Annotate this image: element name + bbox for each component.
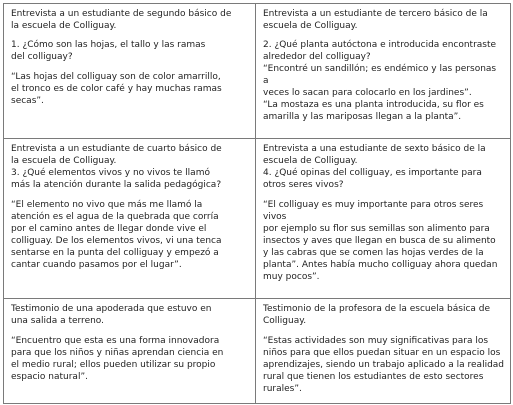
interview-question: 1. ¿Cómo son las hojas, el tallo y las ramas del colliguay? <box>11 40 206 62</box>
testimony-table <box>3 3 511 404</box>
cell-heading: Entrevista a un estudiante de cuarto básico de la escuela de Colliguay. <box>11 144 222 166</box>
cell-heading: Testimonio de una apoderada que estuvo en una salida a terreno. <box>11 304 212 326</box>
cell-sixth-grade-interview <box>256 139 511 299</box>
cell-fourth-grade-interview <box>4 139 256 299</box>
cell-teacher-testimony <box>256 299 511 404</box>
cell-heading: Entrevista a un estudiante de tercero básico de la escuela de Colliguay. <box>263 9 488 31</box>
table-row <box>4 299 511 404</box>
interview-question: 4. ¿Qué opinas del colliguay, es importante para otros seres vivos? <box>263 168 482 190</box>
interview-question: 2. ¿Qué planta autóctona e introducida encontraste alrededor del colliguay? <box>263 40 497 62</box>
cell-third-grade-interview <box>256 4 511 139</box>
interview-answer: “Encontré un sandillón; es endémico y las personas a veces lo sacan para colocarlo en los jardines”. “La mostaza es una planta introducida, su flor es amarilla y las mariposas llegan a la planta”. <box>263 64 497 122</box>
interview-answer: “El colliguay es muy importante para otros seres vivos por ejemplo su flor sus semillas son alimento para insectos y aves que llegan en busca de su alimento y las cabras que se comen las hojas verdes de la planta”. Antes había mucho colliguay ahora quedan muy pocos”. <box>263 200 498 282</box>
table-row <box>4 4 511 139</box>
testimony-text: “Encuentro que esta es una forma innovadora para que los niños y niñas aprendan ciencia en el medio rural; ellos pueden utilizar su propio espacio natural”. <box>11 336 224 382</box>
cell-heading: Entrevista a una estudiante de sexto básico de la escuela de Colliguay. <box>263 144 486 166</box>
interview-answer: “Las hojas del colliguay son de color amarrillo, el tronco es de color café y hay muchas ramas secas”. <box>11 72 222 106</box>
table-row <box>4 139 511 299</box>
cell-guardian-testimony <box>4 299 256 404</box>
cell-heading: Entrevista a un estudiante de segundo básico de la escuela de Colliguay. <box>11 9 232 31</box>
interview-answer: “El elemento no vivo que más me llamó la atención es el agua de la quebrada que corría por el camino antes de llegar donde vive el colliguay. De los elementos vivos, vi una tenca sentarse en la punta del colliguay y empezó a cantar cuando pasamos por el lugar”. <box>11 200 222 270</box>
cell-second-grade-interview <box>4 4 256 139</box>
testimony-text: “Estas actividades son muy significativas para los niños para que ellos puedan situar en un espacio los aprendizajes, siendo un trabajo aplicado a la realidad rural que tienen los estudiantes de esto sectores rurales”. <box>263 336 505 394</box>
cell-heading: Testimonio de la profesora de la escuela básica de Colliguay. <box>263 304 491 326</box>
interview-question: 3. ¿Qué elementos vivos y no vivos te llamó más la atención durante la salida pedagógica? <box>11 168 222 190</box>
